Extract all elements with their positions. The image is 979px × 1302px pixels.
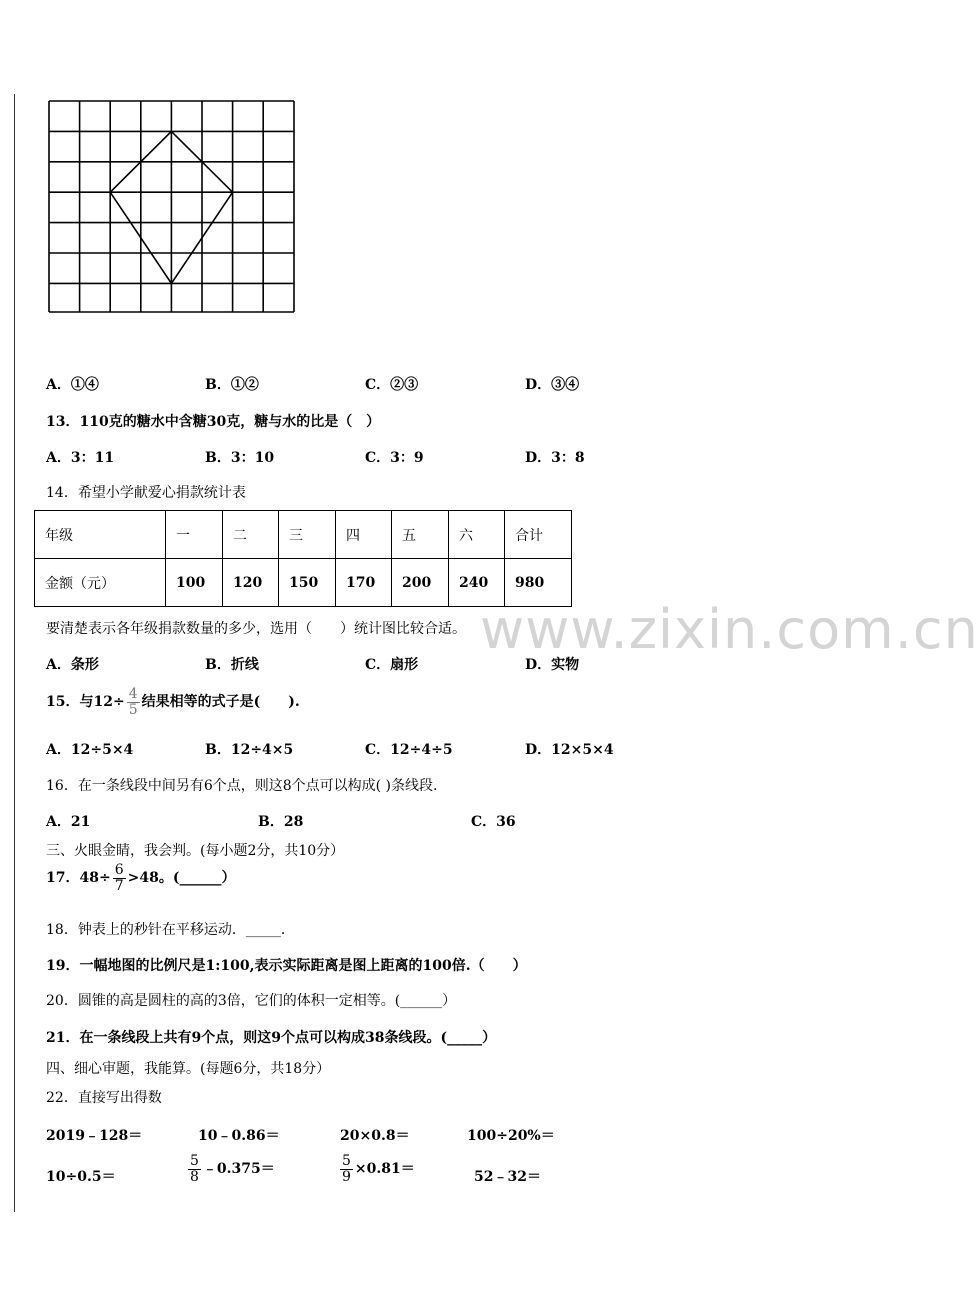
section-4-heading: 四、细心审题，我能算。(每题6分，共18分） xyxy=(46,1061,331,1077)
calc-fraction xyxy=(340,1154,353,1184)
grid-figure xyxy=(48,100,296,314)
calc-item: 52﹣32＝ xyxy=(474,1169,541,1185)
q12-option-b: B．①② xyxy=(205,377,259,393)
calc-suffix: ×0.81＝ xyxy=(354,1161,415,1178)
table-cell: 200 xyxy=(392,559,449,607)
calc-item xyxy=(186,1154,275,1184)
section-3-heading: 三、火眼金睛，我会判。(每小题2分，共10分） xyxy=(46,843,345,859)
donation-table xyxy=(34,510,572,607)
q13-option-c: C．3：9 xyxy=(365,450,424,466)
table-cell: 六 xyxy=(449,511,505,559)
table-cell: 240 xyxy=(449,559,505,607)
q15-option-a: A．12÷5×4 xyxy=(46,742,134,758)
q13-option-a: A．3：11 xyxy=(46,450,115,466)
q13-text: 13．110克的糖水中含糖30克，糖与水的比是（ ） xyxy=(46,414,381,430)
q12-option-c: C．②③ xyxy=(365,377,419,393)
fraction-denominator: 8 xyxy=(190,1168,199,1185)
table-cell: 120 xyxy=(223,559,279,607)
calc-item: 100÷20%＝ xyxy=(467,1128,555,1144)
q16-text: 16．在一条线段中间另有6个点，则这8个点可以构成( )条线段. xyxy=(46,778,438,794)
table-cell: 170 xyxy=(336,559,392,607)
q13-option-d: D．3：8 xyxy=(525,450,585,466)
table-cell: 980 xyxy=(505,559,572,607)
q17-prefix: 17．48÷ xyxy=(46,870,111,887)
q15-option-c: C．12÷4÷5 xyxy=(365,742,453,758)
q21-text: 21．在一条线段上共有9个点，则这9个点可以构成38条线段。(_____） xyxy=(46,1030,497,1046)
table-cell: 100 xyxy=(166,559,223,607)
calc-item: 2019﹣128＝ xyxy=(46,1128,143,1144)
table-cell: 三 xyxy=(279,511,336,559)
calc-item: 10﹣0.86＝ xyxy=(198,1128,280,1144)
fraction-numerator: 5 xyxy=(190,1153,199,1169)
calc-item: 20×0.8＝ xyxy=(340,1128,410,1144)
fraction-denominator: 7 xyxy=(114,877,124,894)
q17-suffix: >48。(______） xyxy=(127,870,236,887)
fraction-numerator: 6 xyxy=(114,862,124,878)
table-cell: 年级 xyxy=(35,511,166,559)
table-cell: 五 xyxy=(392,511,449,559)
table-row xyxy=(35,511,572,559)
table-cell: 150 xyxy=(279,559,336,607)
q20-text: 20．圆锥的高是圆柱的高的3倍，它们的体积一定相等。(______） xyxy=(46,993,457,1009)
table-cell: 四 xyxy=(336,511,392,559)
q14-text: 14．希望小学献爱心捐款统计表 xyxy=(46,485,246,501)
table-cell: 金额（元） xyxy=(35,559,166,607)
q14-option-d: D．实物 xyxy=(525,657,580,673)
q15-fraction xyxy=(127,687,140,717)
calc-suffix: ﹣0.375＝ xyxy=(202,1161,275,1178)
q15-suffix: 结果相等的式子是( ). xyxy=(141,694,300,711)
table-cell: 合计 xyxy=(505,511,572,559)
q15-text xyxy=(46,687,300,717)
q22-title: 22．直接写出得数 xyxy=(46,1090,162,1106)
calc-fraction xyxy=(188,1154,201,1184)
calc-item xyxy=(338,1154,415,1184)
fraction-denominator: 5 xyxy=(128,701,138,718)
q14-option-a: A．条形 xyxy=(46,657,99,673)
q17-fraction xyxy=(113,863,126,893)
q16-option-b: B．28 xyxy=(258,814,304,830)
q16-option-c: C．36 xyxy=(471,814,516,830)
calc-item: 10÷0.5＝ xyxy=(46,1169,116,1185)
q13-option-b: B．3：10 xyxy=(205,450,275,466)
q14-option-c: C．扇形 xyxy=(365,657,419,673)
margin-line xyxy=(14,94,15,1212)
q14-option-b: B．折线 xyxy=(205,657,259,673)
q19-text: 19．一幅地图的比例尺是1:100,表示实际距离是图上距离的100倍.（ ） xyxy=(46,958,527,974)
watermark: www.zixin.com.cn xyxy=(480,598,979,661)
q16-option-a: A．21 xyxy=(46,814,91,830)
table-cell: 二 xyxy=(223,511,279,559)
fraction-denominator: 9 xyxy=(342,1168,351,1185)
q12-option-d: D．③④ xyxy=(525,377,580,393)
q15-option-d: D．12×5×4 xyxy=(525,742,614,758)
q18-text: 18．钟表上的秒针在平移运动．_____． xyxy=(46,922,295,938)
q15-option-b: B．12÷4×5 xyxy=(205,742,294,758)
fraction-numerator: 4 xyxy=(128,686,138,702)
q14-question: 要清楚表示各年级捐款数量的多少，选用（ ）统计图比较合适。 xyxy=(46,621,466,637)
q15-prefix: 15．与12÷ xyxy=(46,694,125,711)
fraction-numerator: 5 xyxy=(342,1153,351,1169)
q17-text xyxy=(46,863,235,893)
table-cell: 一 xyxy=(166,511,223,559)
q12-option-a: A．①④ xyxy=(46,377,99,393)
